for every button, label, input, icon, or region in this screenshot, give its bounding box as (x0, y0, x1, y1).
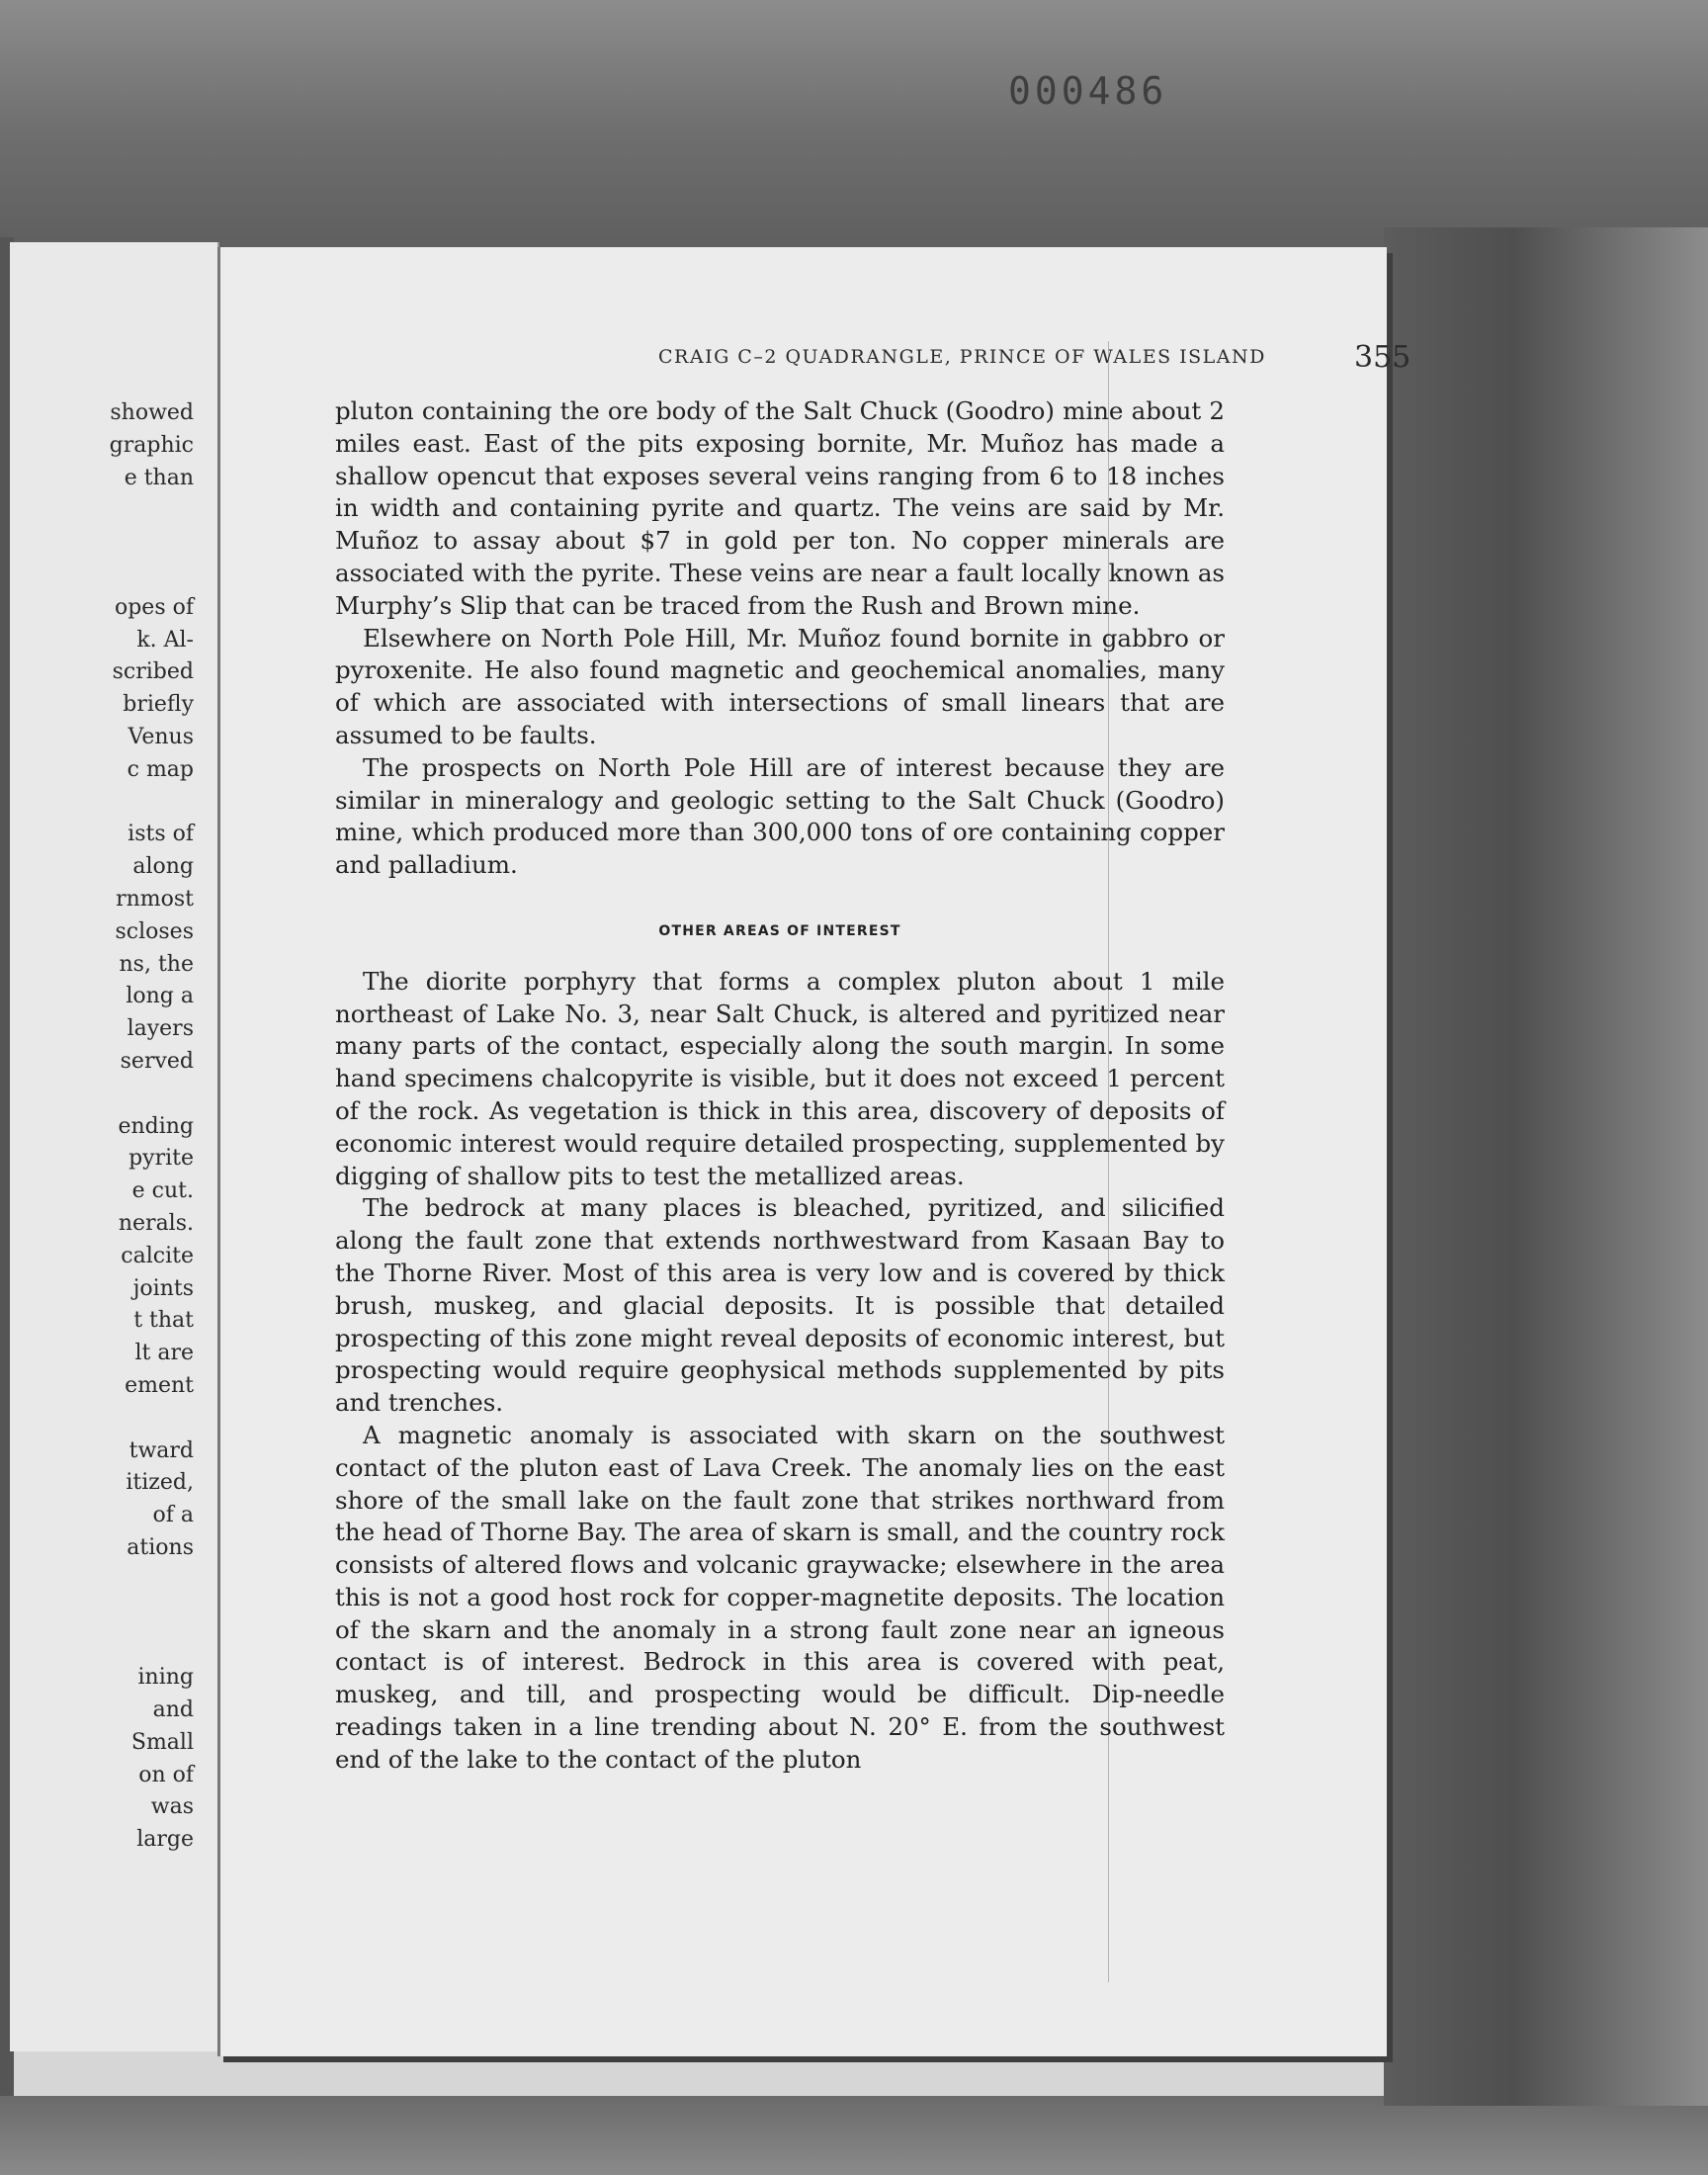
left-page-text-fragment: was (150, 1794, 194, 1820)
left-page-text-fragment: graphic (109, 432, 194, 458)
left-page-text-fragment: rnmost (116, 887, 194, 912)
left-page-fragment (10, 242, 219, 2051)
left-page-text-fragment: e than (124, 465, 194, 490)
left-page-text-fragment: tward (128, 1437, 194, 1463)
left-page-text-fragment: served (120, 1049, 194, 1074)
paragraph: The prospects on North Pole Hill are of interest because they are similar in mineralogy and geologic setting to the Salt Chuck (Goodro) mine, which produced more than 300,000 tons of ore containing copper and palladium. (335, 752, 1225, 880)
left-page-text-fragment: k. Al- (136, 627, 194, 652)
left-page-text-fragment: ists of (128, 822, 194, 847)
left-page-text-fragment: along (132, 854, 194, 880)
left-page-text-fragment: ns, the (119, 951, 194, 977)
left-page-text-fragment: layers (127, 1016, 194, 1042)
scan-right-border (1384, 227, 1708, 2106)
left-page-text-fragment: lt are (134, 1341, 194, 1366)
left-page-text-fragment: nerals. (118, 1211, 194, 1236)
left-page-text-fragment: briefly (123, 692, 194, 718)
left-page-text-fragment: long a (126, 984, 194, 1009)
left-page-text-fragment: ending (118, 1113, 194, 1139)
left-page-text-fragment: Small (130, 1729, 194, 1755)
left-page-text-fragment: of a (152, 1503, 194, 1528)
left-page-text-fragment: ement (125, 1373, 194, 1398)
left-page-text-fragment: t that (133, 1308, 194, 1334)
left-page-text-fragment: calcite (121, 1243, 194, 1268)
paragraph: A magnetic anomaly is associated with skarn on the southwest contact of the pluton east of Lava Creek. The anomaly lies on the east shore of the small lake on the fault zone that strikes northward from the head of Thorne Bay. The area of skarn is small, and the country rock consists of altered flows and volcanic graywacke; elsewhere in the area this is not a good host rock for copper-magnetite deposits. The location of the skarn and the anomaly in a strong fault zone near an igneous contact is of interest. Bedrock in this area is covered with peat, muskeg, and till, and prospecting would be difficult. Dip-needle readings taken in a line trending about N. 20° E. from the southwest end of the lake to the contact of the pluton (335, 1420, 1225, 1774)
left-page-text-fragment: ining (137, 1665, 194, 1691)
left-page-text-fragment: ations (127, 1535, 194, 1560)
left-page-text-fragment: pyrite (128, 1146, 194, 1172)
left-page-text-fragment: on of (138, 1762, 194, 1787)
running-head-title: CRAIG C–2 QUADRANGLE, PRINCE OF WALES ISLAND (658, 346, 1266, 368)
page-body (335, 395, 1225, 1777)
scan-top-border (0, 0, 1708, 247)
left-page-text-fragment: and (152, 1697, 194, 1722)
left-page-text-fragment: scribed (112, 659, 194, 685)
left-page-text-fragment: large (136, 1827, 194, 1853)
section-heading: OTHER AREAS OF INTEREST (658, 922, 901, 939)
paragraph: The diorite porphyry that forms a complex pluton about 1 mile northeast of Lake No. 3, near Salt Chuck, is altered and pyritized near many parts of the contact, especially along the south margin. In some hand specimens chalcopyrite is visible, but it does not exceed 1 percent of the rock. As vegetation is thick in this area, discovery of deposits of economic interest would require detailed prospecting, supplemented by digging of shallow pits to test the metallized areas. (335, 966, 1225, 1190)
left-page-text-fragment: c map (127, 756, 194, 782)
paragraph: The bedrock at many places is bleached, pyritized, and silicified along the fault zone that extends northwestward from Kasaan Bay to the Thorne River. Most of this area is very low and is covered by thick brush, muskeg, and glacial deposits. It is possible that detailed prospecting of this zone might reveal deposits of economic interest, but prospecting would require geophysical methods supplemented by pits and trenches. (335, 1193, 1225, 1418)
document-stamp-number: 000486 (1008, 69, 1168, 113)
scan-bottom-border (0, 2096, 1708, 2175)
paragraph: pluton containing the ore body of the Salt Chuck (Goodro) mine about 2 miles east. East of the pits exposing bornite, Mr. Muñoz has made a shallow opencut that exposes several veins ranging from 6 to 18 inches in width and containing pyrite and quartz. The veins are said by Mr. Muñoz to assay about $7 in gold per ton. No copper minerals are associated with the pyrite. These veins are near a fault locally known as Murphy’s Slip that can be traced from the Rush and Brown mine. (335, 396, 1225, 620)
left-page-text-fragment: itized, (126, 1470, 194, 1496)
left-page-text-fragment: Venus (128, 725, 194, 749)
paragraph: Elsewhere on North Pole Hill, Mr. Muñoz found bornite in gabbro or pyroxenite. He also found magnetic and geochemical anomalies, many of which are associated with intersections of small linears that are assumed to be faults. (335, 623, 1225, 749)
left-page-text-fragment: joints (132, 1275, 194, 1301)
running-head (319, 340, 1439, 376)
left-page-text-fragment: showed (110, 400, 194, 425)
left-page-text-fragment: opes of (114, 594, 194, 620)
page-number: 355 (1354, 340, 1411, 375)
book-page (217, 247, 1411, 2056)
left-page-text-fragment: e cut. (131, 1178, 194, 1204)
left-page-text-fragment: scloses (115, 918, 194, 944)
